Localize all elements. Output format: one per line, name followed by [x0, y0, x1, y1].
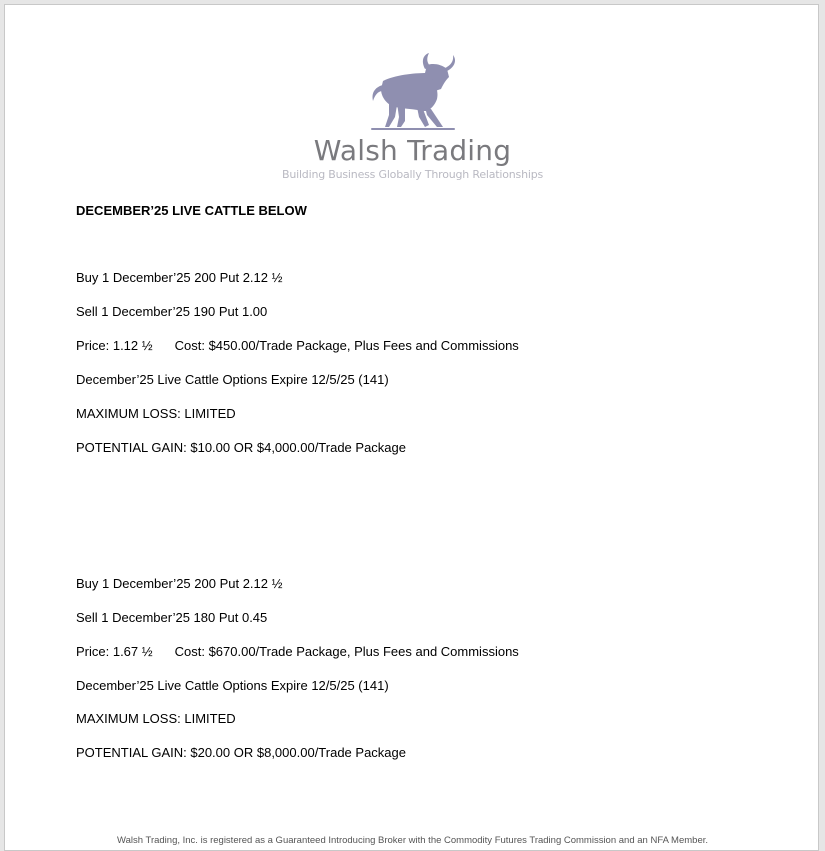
trade-2-cost: Cost: $670.00/Trade Package, Plus Fees and Commissions — [174, 644, 519, 659]
bull-icon — [365, 51, 461, 131]
trade-1-price: Price: 1.12 ½ — [76, 338, 153, 353]
trade-2-price-row — [76, 644, 519, 659]
trade-1-potential-gain: POTENTIAL GAIN: $10.00 OR $4,000.00/Trade Package — [76, 440, 406, 455]
trade-2-sell: Sell 1 December’25 180 Put 0.45 — [76, 610, 268, 625]
trade-1-expire: December’25 Live Cattle Options Expire 12/5/25 (141) — [76, 372, 389, 387]
trade-1-cost: Cost: $450.00/Trade Package, Plus Fees and Commissions — [174, 338, 519, 353]
section-heading: DECEMBER’25 LIVE CATTLE BELOW — [76, 203, 307, 218]
footer-disclaimer: Walsh Trading, Inc. is registered as a Guaranteed Introducing Broker with the Commodity Futures Trading Commission and an NFA Member. — [116, 835, 709, 846]
trade-1-buy: Buy 1 December’25 200 Put 2.12 ½ — [76, 270, 283, 285]
trade-2-potential-gain: POTENTIAL GAIN: $20.00 OR $8,000.00/Trade Package — [76, 745, 406, 760]
trade-2-max-loss: MAXIMUM LOSS: LIMITED — [76, 711, 236, 726]
document-page — [4, 4, 819, 851]
brand-name: Walsh Trading — [313, 134, 512, 167]
trade-1-price-row — [76, 338, 519, 353]
trade-2-buy: Buy 1 December’25 200 Put 2.12 ½ — [76, 576, 283, 591]
trade-1-max-loss: MAXIMUM LOSS: LIMITED — [76, 406, 236, 421]
company-logo — [5, 51, 820, 181]
trade-2-price: Price: 1.67 ½ — [76, 644, 153, 659]
trade-2-expire: December’25 Live Cattle Options Expire 12/5/25 (141) — [76, 678, 389, 693]
trade-1-sell: Sell 1 December’25 190 Put 1.00 — [76, 304, 268, 319]
brand-tagline: Building Business Globally Through Relationships — [281, 168, 544, 181]
